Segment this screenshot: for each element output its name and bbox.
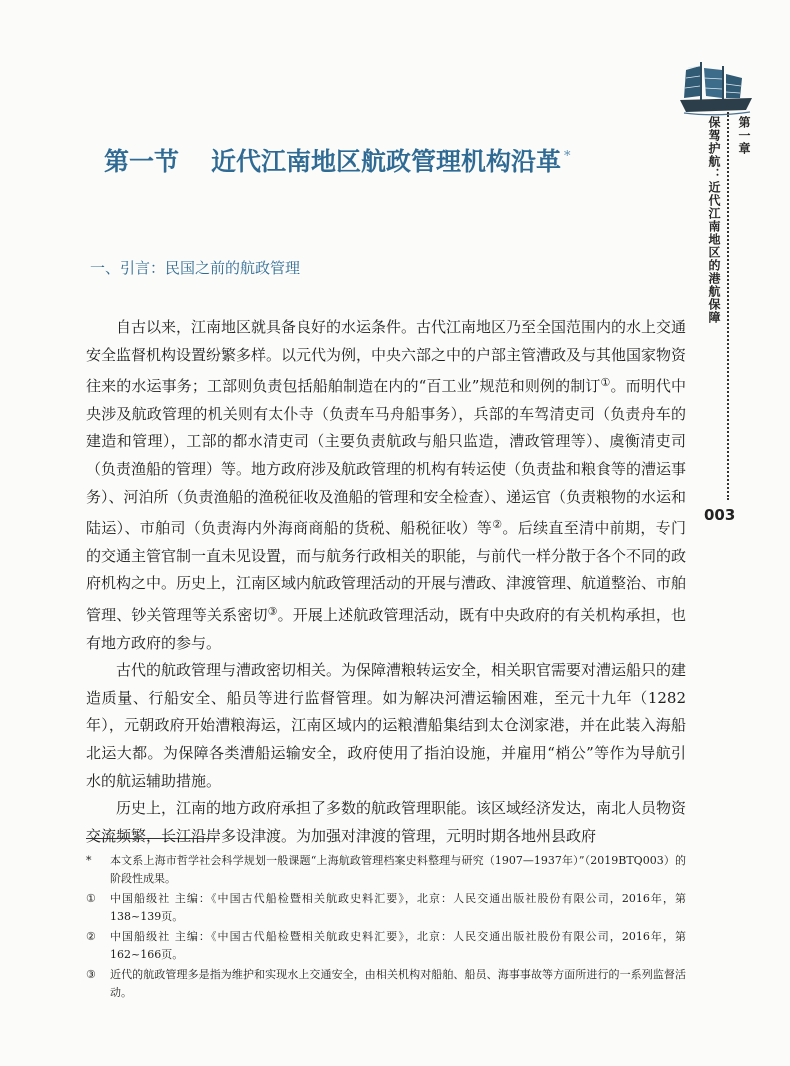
section-title-text: 近代江南地区航政管理机构沿革 <box>211 147 562 176</box>
section-title <box>104 142 571 178</box>
paragraph-text: 。开展上述航政管理活动，既有中央政府的有关机构承担，也有地方政府的参与。 <box>86 605 686 652</box>
body-paragraph <box>86 795 686 850</box>
footnote-mark: * <box>86 854 92 867</box>
page-number: 003 <box>704 506 736 524</box>
footnote-text: 近代的航政管理多是指为维护和实现水上交通安全，由相关机构对船舶、船员、海事事故等方面所进行的一系列监督活动。 <box>110 968 686 999</box>
paragraph-text: 。而明代中央涉及航政管理的机关则有太仆寺（负责车马舟船事务），兵部的车驾清吏司（负责舟车的建造和管理），工部的都水清吏司（主要负责航政与船只监造，漕政管理等）、虞衡清吏司（负责渔船的管理）等。地方政府涉及航政管理的机构有转运使（负责盐和粮食等的漕运事务）、河泊所（负责渔船的渔税征收及渔船的管理和安全检查）、递运官（负责粮物的水运和陆运）、市舶司（负责海内外海商商船的货税、船税征收）等 <box>86 377 687 538</box>
junk-ship-icon <box>680 60 752 116</box>
side-chapter-label: 第一章 <box>737 116 751 155</box>
footnote-mark: ① <box>86 892 96 905</box>
paragraph-text: 。后续直至清中前期，专门的交通主管官制一直未见设置，而与航务行政相关的职能，与前代一样分散于各个不同的政府机构之中。历史上，江南区域内航政管理活动的开展与漕政、津渡管理、航道整治、市舶管理、钞关管理等关系密切 <box>86 519 687 624</box>
paragraph-text: 自古以来，江南地区就具备良好的水运条件。古代江南地区乃至全国范围内的水上交通安全监督机构设置纷繁多样。以元代为例，中央六部之中的户部主管漕政及与其他国家物资往来的水运事务；工部则负责包括船舶制造在内的“百工业”规范和则例的制订 <box>86 318 687 396</box>
paragraph-text: 历史上，江南的地方政府承担了多数的航政管理职能。该区域经济发达，南北人员物资交流频繁，长江沿岸多设津渡。为加强对津渡的管理，元明时期各地州县政府 <box>86 799 687 845</box>
footnote <box>86 890 686 926</box>
footnote <box>86 966 686 1002</box>
footnote-ref[interactable]: ① <box>600 376 611 390</box>
footnote-text: 中国船级社 主编：《中国古代船检暨相关航政史料汇要》，北京：人民交通出版社股份有限公司，2016年，第138~139页。 <box>110 892 686 923</box>
chapter-side-rail <box>727 112 759 500</box>
footnote-ref[interactable]: ③ <box>267 604 278 618</box>
footnote-mark: ② <box>86 930 96 943</box>
footnotes <box>86 852 686 1004</box>
body-text <box>86 314 686 850</box>
section-title-footnote-mark: * <box>564 149 571 164</box>
footnote-mark: ③ <box>86 968 96 981</box>
subsection-title: 一、引言：民国之前的航政管理 <box>90 259 301 277</box>
section-number: 第一节 <box>104 147 180 176</box>
footnote-divider <box>86 838 216 839</box>
footnote <box>86 928 686 964</box>
footnote <box>86 852 686 888</box>
body-paragraph <box>86 657 686 795</box>
footnote-text: 中国船级社 主编：《中国古代船检暨相关航政史料汇要》，北京：人民交通出版社股份有限公司，2016年，第162~166页。 <box>110 930 686 961</box>
side-chapter-title: 保驾护航：近代江南地区的港航保障 <box>707 116 721 324</box>
footnote-text: 本文系上海市哲学社会科学规划一般课题“上海航政管理档案史料整理与研究（1907—1937年）”（2019BTQ003）的阶段性成果。 <box>110 854 686 885</box>
body-paragraph <box>86 314 686 657</box>
paragraph-text: 古代的航政管理与漕政密切相关。为保障漕粮转运安全，相关职官需要对漕运船只的建造质量、行船安全、船员等进行监督管理。如为解决河漕运输困难，至元十九年（1282年），元朝政府开始漕粮海运，江南区域内的运粮漕船集结到太仓浏家港，并在此装入海船北运大都。为保障各类漕船运输安全，政府使用了指泊设施，并雇用“梢公”等作为导航引水的航运辅助措施。 <box>86 661 687 790</box>
footnote-ref[interactable]: ② <box>492 518 503 532</box>
